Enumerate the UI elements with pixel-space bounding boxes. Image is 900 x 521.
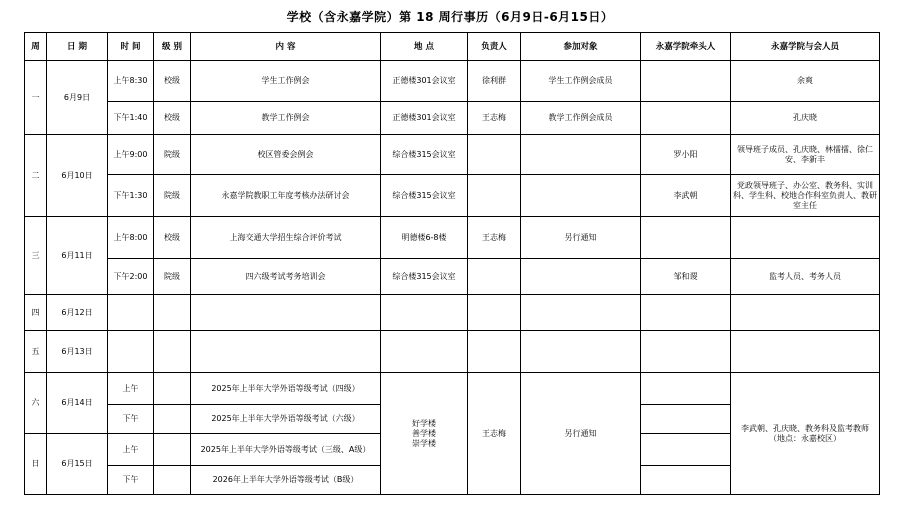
lead-cell <box>641 405 731 434</box>
location-cell <box>381 331 468 373</box>
exam-attendees-cell: 李武朝、孔庆晓、教务科及监考教师 （地点：永嘉校区） <box>731 373 880 495</box>
lead-cell <box>641 217 731 259</box>
time-cell <box>108 295 154 331</box>
date-cell: 6月14日 <box>47 373 108 434</box>
content-cell: 上海交通大学招生综合评价考试 <box>191 217 381 259</box>
weekday-cell: 日 <box>25 434 47 495</box>
time-cell: 下午1:40 <box>108 102 154 135</box>
table-row <box>25 373 880 405</box>
time-cell: 上午8:00 <box>108 217 154 259</box>
owner-cell <box>468 295 521 331</box>
content-cell: 2025年上半年大学外语等级考试（六级） <box>191 405 381 434</box>
time-cell: 上午9:00 <box>108 135 154 175</box>
participants-cell <box>521 331 641 373</box>
owner-cell: 徐利群 <box>468 61 521 102</box>
content-cell: 校区管委会例会 <box>191 135 381 175</box>
exam-participants-cell: 另行通知 <box>521 373 641 495</box>
participants-cell <box>521 259 641 295</box>
level-cell: 校级 <box>154 61 191 102</box>
owner-cell <box>468 259 521 295</box>
time-cell <box>108 331 154 373</box>
level-cell <box>154 331 191 373</box>
level-cell <box>154 295 191 331</box>
header-level: 级 别 <box>154 33 191 61</box>
lead-cell <box>641 295 731 331</box>
content-cell: 四六级考试考务培训会 <box>191 259 381 295</box>
level-cell: 院级 <box>154 175 191 217</box>
header-location: 地 点 <box>381 33 468 61</box>
content-cell <box>191 331 381 373</box>
table-row <box>25 61 880 102</box>
header-participants: 参加对象 <box>521 33 641 61</box>
participants-cell <box>521 135 641 175</box>
location-cell: 综合楼315会议室 <box>381 175 468 217</box>
content-cell: 学生工作例会 <box>191 61 381 102</box>
owner-cell <box>468 331 521 373</box>
table-row <box>25 259 880 295</box>
lead-cell: 邹和谡 <box>641 259 731 295</box>
level-cell <box>154 466 191 495</box>
exam-location-cell: 好学楼 善学楼 崇学楼 <box>381 373 468 495</box>
owner-cell: 王志梅 <box>468 102 521 135</box>
attendees-cell: 领导班子成员、孔庆晓、林擂擂、徐仁安、李新丰 <box>731 135 880 175</box>
weekday-cell: 一 <box>25 61 47 135</box>
level-cell <box>154 405 191 434</box>
content-cell: 教学工作例会 <box>191 102 381 135</box>
table-row <box>25 135 880 175</box>
attendees-cell <box>731 331 880 373</box>
level-cell: 校级 <box>154 102 191 135</box>
weekday-cell: 三 <box>25 217 47 295</box>
location-cell: 综合楼315会议室 <box>381 135 468 175</box>
content-cell <box>191 295 381 331</box>
level-cell: 院级 <box>154 259 191 295</box>
time-cell: 上午8:30 <box>108 61 154 102</box>
location-cell: 正德楼301会议室 <box>381 61 468 102</box>
table-row <box>25 331 880 373</box>
content-cell: 2026年上半年大学外语等级考试（B级） <box>191 466 381 495</box>
exam-owner-cell: 王志梅 <box>468 373 521 495</box>
date-cell: 6月12日 <box>47 295 108 331</box>
date-cell: 6月15日 <box>47 434 108 495</box>
owner-cell: 王志梅 <box>468 217 521 259</box>
weekday-cell: 四 <box>25 295 47 331</box>
time-cell: 下午2:00 <box>108 259 154 295</box>
time-cell: 下午1:30 <box>108 175 154 217</box>
time-cell: 上午 <box>108 373 154 405</box>
lead-cell: 罗小阳 <box>641 135 731 175</box>
header-attendees: 永嘉学院与会人员 <box>731 33 880 61</box>
lead-cell <box>641 331 731 373</box>
weekday-cell: 六 <box>25 373 47 434</box>
lead-cell: 李武朝 <box>641 175 731 217</box>
location-cell <box>381 295 468 331</box>
participants-cell <box>521 175 641 217</box>
table-row <box>25 102 880 135</box>
lead-cell <box>641 466 731 495</box>
time-cell: 下午 <box>108 405 154 434</box>
date-cell: 6月9日 <box>47 61 108 135</box>
attendees-cell: 孔庆晓 <box>731 102 880 135</box>
lead-cell <box>641 373 731 405</box>
weekday-cell: 二 <box>25 135 47 217</box>
header-row <box>25 33 880 61</box>
header-date: 日 期 <box>47 33 108 61</box>
attendees-cell <box>731 217 880 259</box>
lead-cell <box>641 102 731 135</box>
attendees-cell: 党政领导班子、办公室、教务科、实训科、学生科、校地合作科室负责人、教研室主任 <box>731 175 880 217</box>
content-cell: 永嘉学院教职工年度考核办法研讨会 <box>191 175 381 217</box>
date-cell: 6月13日 <box>47 331 108 373</box>
time-cell: 上午 <box>108 434 154 466</box>
participants-cell: 学生工作例会成员 <box>521 61 641 102</box>
table-row <box>25 295 880 331</box>
table-row <box>25 175 880 217</box>
location-cell: 明德楼6-8楼 <box>381 217 468 259</box>
content-cell: 2025年上半年大学外语等级考试（四级） <box>191 373 381 405</box>
owner-cell <box>468 175 521 217</box>
attendees-cell: 监考人员、考务人员 <box>731 259 880 295</box>
level-cell <box>154 373 191 405</box>
header-week: 周 <box>25 33 47 61</box>
owner-cell <box>468 135 521 175</box>
level-cell: 院级 <box>154 135 191 175</box>
weekly-calendar-table <box>24 32 880 495</box>
attendees-cell <box>731 295 880 331</box>
participants-cell: 教学工作例会成员 <box>521 102 641 135</box>
level-cell: 校级 <box>154 217 191 259</box>
date-cell: 6月11日 <box>47 217 108 295</box>
participants-cell <box>521 295 641 331</box>
location-cell: 综合楼315会议室 <box>381 259 468 295</box>
participants-cell: 另行通知 <box>521 217 641 259</box>
header-content: 内 容 <box>191 33 381 61</box>
time-cell: 下午 <box>108 466 154 495</box>
header-time: 时 间 <box>108 33 154 61</box>
date-cell: 6月10日 <box>47 135 108 217</box>
attendees-cell: 余爽 <box>731 61 880 102</box>
lead-cell <box>641 434 731 466</box>
level-cell <box>154 434 191 466</box>
header-lead: 永嘉学院牵头人 <box>641 33 731 61</box>
content-cell: 2025年上半年大学外语等级考试（三级、A级） <box>191 434 381 466</box>
weekday-cell: 五 <box>25 331 47 373</box>
page-title: 学校（含永嘉学院）第 18 周行事历（6月9日-6月15日） <box>286 10 614 24</box>
header-owner: 负责人 <box>468 33 521 61</box>
location-cell: 正德楼301会议室 <box>381 102 468 135</box>
table-row <box>25 217 880 259</box>
lead-cell <box>641 61 731 102</box>
